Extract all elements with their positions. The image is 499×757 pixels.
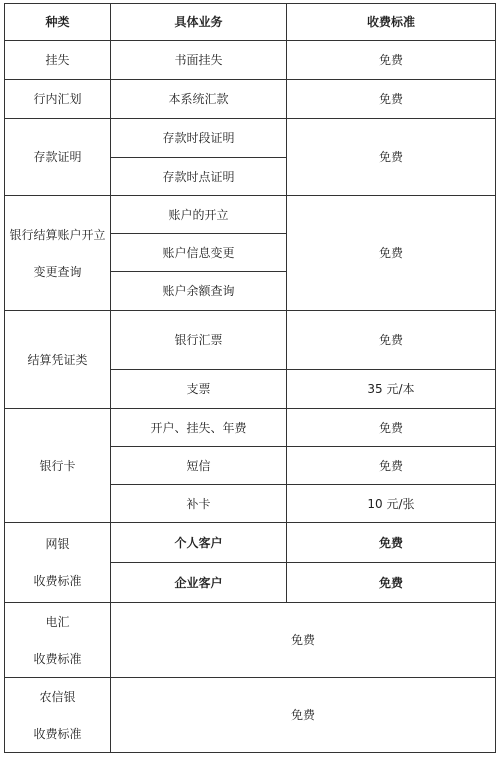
fee-cell: 免费 — [287, 563, 496, 603]
category-line: 收费标准 — [33, 726, 82, 741]
fee-cell: 10 元/张 — [287, 485, 496, 523]
category-line: 收费标准 — [33, 651, 82, 666]
category-card: 银行卡 — [5, 409, 111, 523]
header-business: 具体业务 — [111, 4, 287, 41]
fee-cell: 免费 — [287, 41, 496, 80]
category-line: 电汇 — [45, 614, 70, 629]
business-cell: 书面挂失 — [111, 41, 287, 80]
table-row — [5, 523, 496, 563]
category-line: 变更查询 — [33, 264, 82, 279]
business-cell: 个人客户 — [111, 523, 287, 563]
fee-cell: 免费 — [287, 196, 496, 311]
business-cell: 本系统汇款 — [111, 80, 287, 119]
business-cell: 短信 — [111, 447, 287, 485]
fee-cell: 35 元/本 — [287, 370, 496, 409]
table-row — [5, 196, 496, 234]
category-ebank — [5, 523, 111, 603]
category-inbank: 行内汇划 — [5, 80, 111, 119]
fee-cell: 免费 — [287, 447, 496, 485]
category-loss: 挂失 — [5, 41, 111, 80]
business-cell: 企业客户 — [111, 563, 287, 603]
category-voucher: 结算凭证类 — [5, 311, 111, 409]
fee-table — [4, 3, 496, 753]
business-cell: 账户余额查询 — [111, 272, 287, 311]
header-row — [5, 4, 496, 41]
category-line: 网银 — [45, 537, 70, 551]
table-row — [5, 119, 496, 158]
category-line: 银行结算账户开立 — [9, 227, 106, 242]
table-row — [5, 41, 496, 80]
header-category: 种类 — [5, 4, 111, 41]
category-wire — [5, 603, 111, 678]
fee-cell: 免费 — [287, 311, 496, 370]
table-row — [5, 311, 496, 370]
fee-cell: 免费 — [287, 119, 496, 196]
business-cell: 开户、挂失、年费 — [111, 409, 287, 447]
table-row — [5, 80, 496, 119]
business-cell: 存款时点证明 — [111, 158, 287, 196]
category-line: 收费标准 — [33, 574, 82, 588]
table-row — [5, 409, 496, 447]
table-row — [5, 603, 496, 678]
category-account — [5, 196, 111, 311]
fee-cell: 免费 — [287, 409, 496, 447]
fee-cell: 免费 — [111, 678, 496, 753]
fee-cell: 免费 — [287, 523, 496, 563]
header-fee: 收费标准 — [287, 4, 496, 41]
business-cell: 存款时段证明 — [111, 119, 287, 158]
table-row — [5, 678, 496, 753]
category-line: 农信银 — [39, 689, 76, 704]
category-deposit: 存款证明 — [5, 119, 111, 196]
business-cell: 账户的开立 — [111, 196, 287, 234]
business-cell: 补卡 — [111, 485, 287, 523]
business-cell: 账户信息变更 — [111, 234, 287, 272]
business-cell: 银行汇票 — [111, 311, 287, 370]
category-rcbank — [5, 678, 111, 753]
business-cell: 支票 — [111, 370, 287, 409]
fee-cell: 免费 — [287, 80, 496, 119]
fee-cell: 免费 — [111, 603, 496, 678]
